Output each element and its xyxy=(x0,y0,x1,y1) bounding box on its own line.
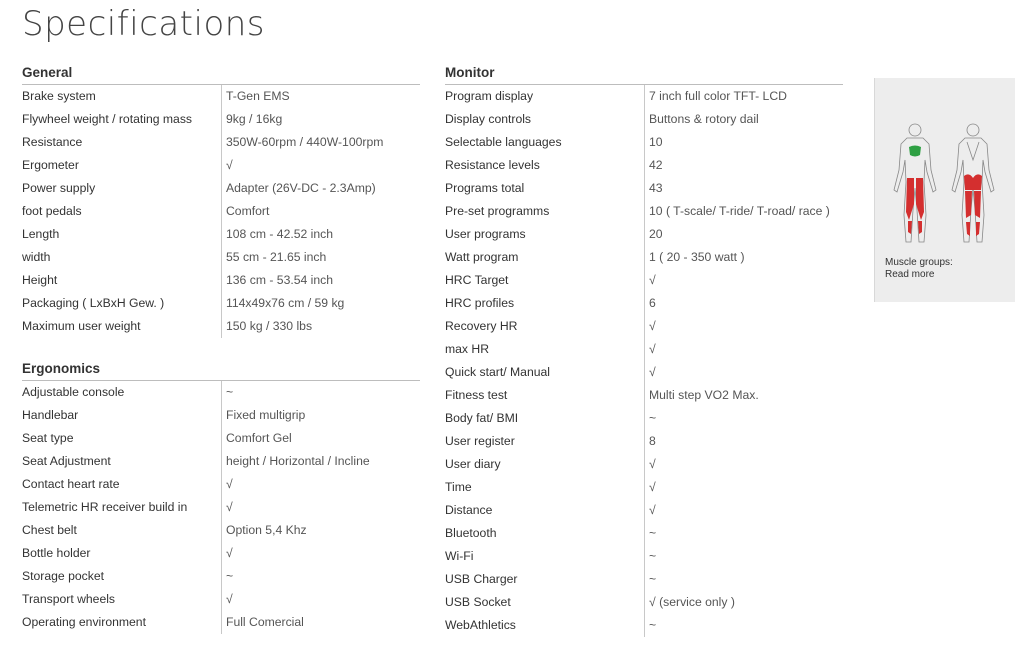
spec-label: Power supply xyxy=(22,181,96,195)
spec-label: Transport wheels xyxy=(22,592,116,606)
spec-label: Resistance xyxy=(22,135,83,149)
spec-value: Fixed multigrip xyxy=(221,404,420,427)
page-title: Specifications xyxy=(22,4,266,44)
spec-row xyxy=(445,177,843,200)
spec-label: USB Socket xyxy=(445,595,511,609)
spec-value: height / Horizontal / Incline xyxy=(221,450,420,473)
spec-label: Contact heart rate xyxy=(22,477,120,491)
spec-label: Fitness test xyxy=(445,388,508,402)
section-heading: Monitor xyxy=(445,64,843,85)
spec-label: Pre-set programms xyxy=(445,204,550,218)
spec-value: Full Comercial xyxy=(221,611,420,634)
spec-value: √ xyxy=(644,453,843,476)
spec-value: √ (service only ) xyxy=(644,591,843,614)
spec-label: WebAthletics xyxy=(445,618,516,632)
spec-row xyxy=(445,108,843,131)
spec-label: Length xyxy=(22,227,60,241)
spec-table xyxy=(22,381,420,634)
spec-table xyxy=(445,85,843,637)
spec-row xyxy=(445,361,843,384)
spec-value: 10 xyxy=(644,131,843,154)
spec-row xyxy=(445,85,843,108)
spec-label: Program display xyxy=(445,89,534,103)
spec-row xyxy=(22,542,420,565)
muscle-diagram-icon xyxy=(881,120,1007,250)
spec-label: User diary xyxy=(445,457,501,471)
spec-value: 9kg / 16kg xyxy=(221,108,420,131)
muscle-groups-caption xyxy=(885,257,953,281)
spec-row xyxy=(22,108,420,131)
spec-row xyxy=(22,131,420,154)
spec-label: foot pedals xyxy=(22,204,82,218)
spec-row xyxy=(445,407,843,430)
muscle-groups-label: Muscle groups: xyxy=(885,257,953,268)
spec-row xyxy=(22,246,420,269)
spec-value: √ xyxy=(221,154,420,177)
spec-value: √ xyxy=(644,269,843,292)
spec-row xyxy=(445,522,843,545)
spec-row xyxy=(22,519,420,542)
spec-value: 6 xyxy=(644,292,843,315)
spec-label: Chest belt xyxy=(22,523,77,537)
spec-label: Handlebar xyxy=(22,408,79,422)
spec-row xyxy=(22,223,420,246)
spec-row xyxy=(445,499,843,522)
spec-row xyxy=(22,588,420,611)
spec-label: Maximum user weight xyxy=(22,319,141,333)
muscle-groups-panel[interactable] xyxy=(874,78,1015,302)
spec-value: ~ xyxy=(221,381,420,404)
spec-value: 10 ( T-scale/ T-ride/ T-road/ race ) xyxy=(644,200,843,223)
spec-row xyxy=(445,545,843,568)
spec-value: T-Gen EMS xyxy=(221,85,420,108)
spec-label: Flywheel weight / rotating mass xyxy=(22,112,193,126)
spec-label: Telemetric HR receiver build in xyxy=(22,500,188,514)
spec-row xyxy=(22,496,420,519)
spec-label: Watt program xyxy=(445,250,519,264)
spec-value: 20 xyxy=(644,223,843,246)
spec-row xyxy=(445,430,843,453)
spec-row xyxy=(445,200,843,223)
spec-value: √ xyxy=(644,499,843,522)
spec-label: USB Charger xyxy=(445,572,518,586)
spec-value: 136 cm - 53.54 inch xyxy=(221,269,420,292)
spec-label: Packaging ( LxBxH Gew. ) xyxy=(22,296,165,310)
spec-label: HRC profiles xyxy=(445,296,515,310)
spec-label: Operating environment xyxy=(22,615,146,629)
spec-label: Wi-Fi xyxy=(445,549,474,563)
spec-value: 114x49x76 cm / 59 kg xyxy=(221,292,420,315)
spec-value: 7 inch full color TFT- LCD xyxy=(644,85,843,108)
spec-label: Storage pocket xyxy=(22,569,104,583)
spec-value: ~ xyxy=(644,568,843,591)
spec-value: Option 5,4 Khz xyxy=(221,519,420,542)
spec-label: Display controls xyxy=(445,112,532,126)
spec-row xyxy=(445,154,843,177)
spec-table xyxy=(22,85,420,338)
spec-row xyxy=(445,131,843,154)
spec-value: ~ xyxy=(644,545,843,568)
spec-label: Recovery HR xyxy=(445,319,518,333)
spec-row xyxy=(22,427,420,450)
spec-label: Adjustable console xyxy=(22,385,125,399)
spec-value: 108 cm - 42.52 inch xyxy=(221,223,420,246)
spec-value: ~ xyxy=(644,407,843,430)
spec-value: √ xyxy=(221,496,420,519)
spec-label: Height xyxy=(22,273,58,287)
spec-value: ~ xyxy=(221,565,420,588)
spec-value: √ xyxy=(221,588,420,611)
spec-label: Body fat/ BMI xyxy=(445,411,519,425)
spec-row xyxy=(22,154,420,177)
spec-row xyxy=(22,200,420,223)
spec-value: √ xyxy=(644,361,843,384)
spec-label: Distance xyxy=(445,503,493,517)
spec-row xyxy=(22,292,420,315)
section-monitor xyxy=(445,64,843,637)
spec-row xyxy=(22,404,420,427)
spec-value: 150 kg / 330 lbs xyxy=(221,315,420,338)
spec-label: Time xyxy=(445,480,472,494)
spec-row xyxy=(22,611,420,634)
spec-label: Ergometer xyxy=(22,158,79,172)
spec-label: Bluetooth xyxy=(445,526,497,540)
spec-row xyxy=(445,269,843,292)
spec-value: 350W-60rpm / 440W-100rpm xyxy=(221,131,420,154)
spec-value: 55 cm - 21.65 inch xyxy=(221,246,420,269)
spec-row xyxy=(22,565,420,588)
spec-row xyxy=(445,246,843,269)
spec-label: User programs xyxy=(445,227,526,241)
spec-label: Brake system xyxy=(22,89,96,103)
section-ergonomics xyxy=(22,360,420,634)
spec-label: width xyxy=(22,250,51,264)
spec-row xyxy=(445,292,843,315)
spec-value: 43 xyxy=(644,177,843,200)
spec-value: ~ xyxy=(644,522,843,545)
read-more-link[interactable]: Read more xyxy=(885,269,935,280)
spec-row xyxy=(445,384,843,407)
spec-label: Programs total xyxy=(445,181,525,195)
spec-value: √ xyxy=(644,315,843,338)
spec-value: √ xyxy=(221,542,420,565)
spec-label: Resistance levels xyxy=(445,158,540,172)
spec-label: Quick start/ Manual xyxy=(445,365,550,379)
spec-value: √ xyxy=(644,476,843,499)
spec-label: HRC Target xyxy=(445,273,509,287)
spec-row xyxy=(445,338,843,361)
spec-row xyxy=(22,450,420,473)
spec-value: Multi step VO2 Max. xyxy=(644,384,843,407)
spec-row xyxy=(445,591,843,614)
spec-value: Comfort Gel xyxy=(221,427,420,450)
spec-row xyxy=(22,85,420,108)
spec-value: 42 xyxy=(644,154,843,177)
spec-row xyxy=(445,453,843,476)
spec-value: Buttons & rotory dail xyxy=(644,108,843,131)
spec-row xyxy=(22,315,420,338)
spec-row xyxy=(22,177,420,200)
spec-value: √ xyxy=(644,338,843,361)
spec-row xyxy=(445,568,843,591)
spec-label: Seat Adjustment xyxy=(22,454,111,468)
spec-label: User register xyxy=(445,434,515,448)
spec-label: Bottle holder xyxy=(22,546,91,560)
spec-row xyxy=(22,473,420,496)
spec-label: max HR xyxy=(445,342,490,356)
spec-row xyxy=(22,269,420,292)
spec-row xyxy=(445,315,843,338)
spec-row xyxy=(445,614,843,637)
spec-value: 8 xyxy=(644,430,843,453)
spec-value: Comfort xyxy=(221,200,420,223)
section-heading: Ergonomics xyxy=(22,360,420,381)
spec-label: Seat type xyxy=(22,431,74,445)
spec-value: 1 ( 20 - 350 watt ) xyxy=(644,246,843,269)
spec-label: Selectable languages xyxy=(445,135,562,149)
spec-row xyxy=(445,223,843,246)
spec-row xyxy=(445,476,843,499)
section-heading: General xyxy=(22,64,420,85)
spec-value: Adapter (26V-DC - 2.3Amp) xyxy=(221,177,420,200)
spec-value: ~ xyxy=(644,614,843,637)
spec-value: √ xyxy=(221,473,420,496)
section-general xyxy=(22,64,420,338)
spec-row xyxy=(22,381,420,404)
